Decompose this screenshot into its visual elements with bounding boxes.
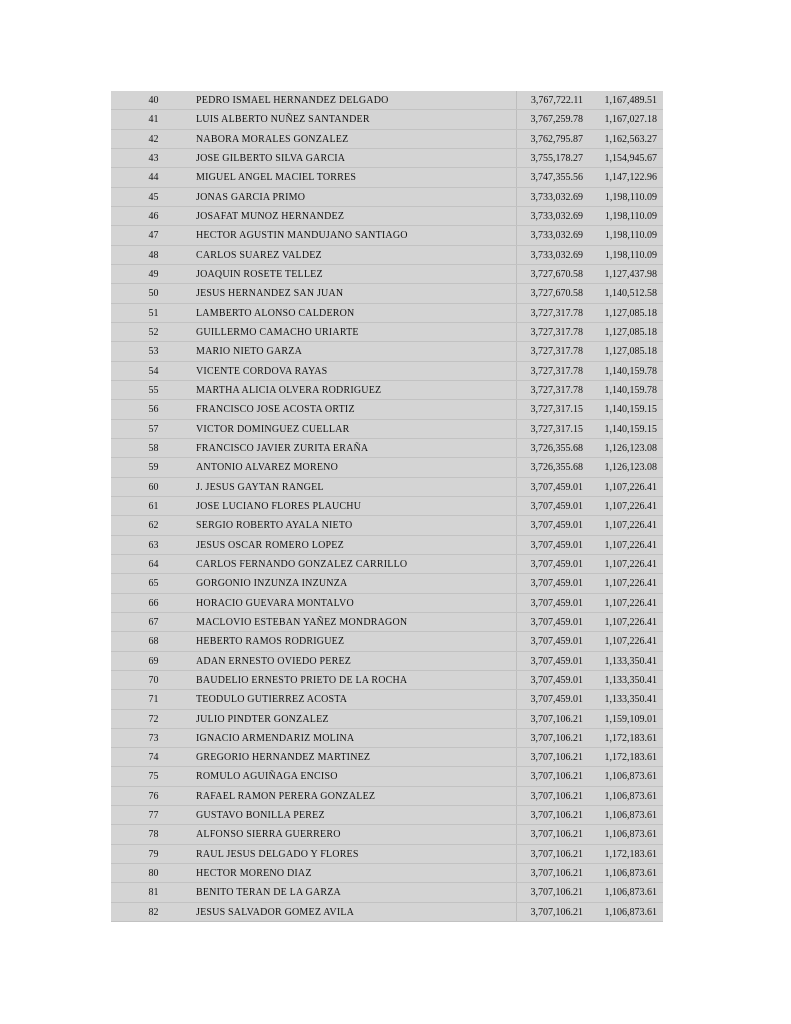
- row-number: 58: [148, 442, 159, 454]
- row-name: PEDRO ISMAEL HERNANDEZ DELGADO: [196, 95, 389, 106]
- row-amount-2: 1,106,873.61: [604, 887, 657, 899]
- table-row: [111, 883, 663, 902]
- row-number: 57: [148, 423, 159, 435]
- row-amount-2: 1,126,123.08: [604, 462, 657, 474]
- row-name: RAFAEL RAMON PERERA GONZALEZ: [196, 790, 376, 802]
- row-amount-2: 1,126,123.08: [604, 442, 657, 454]
- row-number: 67: [148, 616, 159, 628]
- row-name: HECTOR MORENO DIAZ: [196, 868, 312, 880]
- row-amount-2: 1,106,873.61: [604, 906, 657, 918]
- row-amount-2: 1,107,226.41: [604, 539, 657, 551]
- table-row: [111, 516, 663, 535]
- row-name: CARLOS SUAREZ VALDEZ: [196, 249, 322, 261]
- row-number: 50: [148, 288, 159, 300]
- row-amount-1: 3,747,355.56: [516, 168, 589, 186]
- table-row: [111, 207, 663, 226]
- row-name: GORGONIO INZUNZA INZUNZA: [196, 578, 348, 590]
- table-row: [111, 690, 663, 709]
- table-row: [111, 825, 663, 844]
- row-amount-1: 3,727,317.15: [516, 420, 589, 438]
- table-row: [111, 748, 663, 767]
- row-name: HORACIO GUEVARA MONTALVO: [196, 597, 354, 609]
- row-name: JOAQUIN ROSETE TELLEZ: [196, 268, 323, 280]
- row-name: CARLOS FERNANDO GONZALEZ CARRILLO: [196, 558, 408, 570]
- row-amount-2: 1,107,226.41: [604, 636, 657, 648]
- row-amount-2: 1,140,159.15: [604, 404, 657, 416]
- row-amount-2: 1,106,873.61: [604, 771, 657, 783]
- row-number: 42: [148, 133, 159, 145]
- row-amount-1: 3,707,106.21: [516, 883, 589, 901]
- row-name: FRANCISCO JAVIER ZURITA ERAÑA: [196, 442, 369, 454]
- row-amount-2: 1,107,226.41: [604, 597, 657, 609]
- data-table: [111, 91, 663, 922]
- row-amount-2: 1,106,873.61: [604, 790, 657, 802]
- row-number: 75: [148, 771, 159, 783]
- row-amount-1: 3,727,670.58: [516, 284, 589, 302]
- row-amount-2: 1,106,873.61: [604, 810, 657, 822]
- table-row: [111, 767, 663, 786]
- row-amount-1: 3,755,178.27: [516, 149, 589, 167]
- table-row: [111, 284, 663, 303]
- row-amount-1: 3,727,670.58: [516, 265, 589, 283]
- row-amount-2: 1,127,437.98: [604, 268, 657, 280]
- row-number: 52: [148, 326, 159, 338]
- table-row: [111, 787, 663, 806]
- table-row: [111, 613, 663, 632]
- table-row: [111, 400, 663, 419]
- row-amount-2: 1,140,159.78: [604, 365, 657, 377]
- row-amount-1: 3,707,106.21: [516, 903, 589, 921]
- row-number: 46: [148, 210, 159, 222]
- table-row: [111, 188, 663, 207]
- row-amount-2: 1,133,350.41: [604, 694, 657, 706]
- row-name: IGNACIO ARMENDARIZ MOLINA: [196, 732, 355, 744]
- row-name: HEBERTO RAMOS RODRIGUEZ: [196, 636, 345, 648]
- row-amount-2: 1,198,110.09: [604, 249, 657, 261]
- row-name: MIGUEL ANGEL MACIEL TORRES: [196, 172, 357, 184]
- row-amount-1: 3,762,795.87: [516, 130, 589, 148]
- table-row: [111, 149, 663, 168]
- row-name: ADAN ERNESTO OVIEDO PEREZ: [196, 655, 352, 667]
- table-row: [111, 323, 663, 342]
- row-amount-1: 3,707,106.21: [516, 729, 589, 747]
- table-row: [111, 555, 663, 574]
- row-name: BAUDELIO ERNESTO PRIETO DE LA ROCHA: [196, 674, 408, 686]
- row-name: GUILLERMO CAMACHO URIARTE: [196, 326, 359, 338]
- table-row: [111, 110, 663, 129]
- row-amount-1: 3,726,355.68: [516, 458, 589, 476]
- row-number: 45: [148, 191, 159, 203]
- row-number: 64: [148, 558, 159, 570]
- row-name: MARIO NIETO GARZA: [196, 346, 302, 358]
- row-amount-1: 3,707,106.21: [516, 767, 589, 785]
- row-name: JOSAFAT MUNOZ HERNANDEZ: [196, 210, 345, 222]
- row-amount-2: 1,106,873.61: [604, 868, 657, 880]
- row-amount-1: 3,707,459.01: [516, 574, 589, 592]
- row-name: ALFONSO SIERRA GUERRERO: [196, 829, 341, 841]
- row-name: HECTOR AGUSTIN MANDUJANO SANTIAGO: [196, 230, 408, 242]
- row-amount-1: 3,707,106.21: [516, 710, 589, 728]
- row-number: 79: [148, 848, 159, 860]
- row-name: NABORA MORALES GONZALEZ: [196, 133, 349, 145]
- row-number: 51: [148, 307, 159, 319]
- table-row: [111, 478, 663, 497]
- table-row: [111, 168, 663, 187]
- row-amount-2: 1,198,110.09: [604, 230, 657, 242]
- row-amount-1: 3,707,106.21: [516, 748, 589, 766]
- row-amount-2: 1,167,027.18: [604, 114, 657, 126]
- row-amount-2: 1,172,183.61: [604, 848, 657, 860]
- row-amount-1: 3,767,259.78: [516, 110, 589, 128]
- row-name: FRANCISCO JOSE ACOSTA ORTIZ: [196, 404, 355, 416]
- row-number: 62: [148, 520, 159, 532]
- row-amount-2: 1,172,183.61: [604, 752, 657, 764]
- table-row: [111, 265, 663, 284]
- row-name: JESUS SALVADOR GOMEZ AVILA: [196, 906, 355, 918]
- table-row: [111, 806, 663, 825]
- table-row: [111, 594, 663, 613]
- row-amount-1: 3,707,459.01: [516, 594, 589, 612]
- row-number: 65: [148, 578, 159, 590]
- row-amount-1: 3,727,317.78: [516, 323, 589, 341]
- table-row: [111, 652, 663, 671]
- row-number: 77: [148, 810, 159, 822]
- row-name: JESUS HERNANDEZ SAN JUAN: [196, 288, 344, 300]
- row-amount-2: 1,147,122.96: [604, 172, 657, 184]
- row-amount-1: 3,707,459.01: [516, 671, 589, 689]
- row-amount-2: 1,107,226.41: [604, 520, 657, 532]
- row-amount-2: 1,127,085.18: [604, 326, 657, 338]
- table-row: [111, 439, 663, 458]
- row-amount-1: 3,707,459.01: [516, 652, 589, 670]
- row-number: 82: [148, 906, 159, 918]
- row-number: 56: [148, 404, 159, 416]
- table-row: [111, 864, 663, 883]
- row-amount-2: 1,159,109.01: [604, 713, 657, 725]
- row-name: RAUL JESUS DELGADO Y FLORES: [196, 848, 359, 860]
- table-row: [111, 845, 663, 864]
- row-number: 40: [148, 95, 159, 106]
- table-row: [111, 497, 663, 516]
- row-amount-1: 3,727,317.78: [516, 342, 589, 360]
- row-number: 72: [148, 713, 159, 725]
- row-number: 53: [148, 346, 159, 358]
- row-name: JULIO PINDTER GONZALEZ: [196, 713, 329, 725]
- row-number: 78: [148, 829, 159, 841]
- table-row: [111, 632, 663, 651]
- row-amount-1: 3,707,459.01: [516, 613, 589, 631]
- row-number: 69: [148, 655, 159, 667]
- row-name: LUIS ALBERTO NUÑEZ SANTANDER: [196, 114, 370, 126]
- row-number: 81: [148, 887, 159, 899]
- row-name: LAMBERTO ALONSO CALDERON: [196, 307, 355, 319]
- row-amount-1: 3,727,317.15: [516, 400, 589, 418]
- row-number: 41: [148, 114, 159, 126]
- row-amount-1: 3,707,106.21: [516, 787, 589, 805]
- row-amount-2: 1,107,226.41: [604, 616, 657, 628]
- row-name: MARTHA ALICIA OLVERA RODRIGUEZ: [196, 384, 382, 396]
- row-amount-1: 3,727,317.78: [516, 304, 589, 322]
- row-name: JOSE LUCIANO FLORES PLAUCHU: [196, 500, 362, 512]
- table-row: [111, 536, 663, 555]
- table-row: [111, 304, 663, 323]
- row-amount-2: 1,198,110.09: [604, 210, 657, 222]
- row-name: VICENTE CORDOVA RAYAS: [196, 365, 328, 377]
- row-name: MACLOVIO ESTEBAN YAÑEZ MONDRAGON: [196, 616, 408, 628]
- row-amount-1: 3,726,355.68: [516, 439, 589, 457]
- row-amount-2: 1,140,159.78: [604, 384, 657, 396]
- row-amount-1: 3,727,317.78: [516, 362, 589, 380]
- row-amount-1: 3,707,459.01: [516, 555, 589, 573]
- row-amount-2: 1,172,183.61: [604, 732, 657, 744]
- row-amount-2: 1,133,350.41: [604, 655, 657, 667]
- row-amount-1: 3,707,459.01: [516, 690, 589, 708]
- row-amount-1: 3,767,722.11: [516, 91, 589, 109]
- row-name: JESUS OSCAR ROMERO LOPEZ: [196, 539, 344, 551]
- row-amount-2: 1,127,085.18: [604, 307, 657, 319]
- row-amount-1: 3,707,106.21: [516, 864, 589, 882]
- row-amount-2: 1,198,110.09: [604, 191, 657, 203]
- row-name: JONAS GARCIA PRIMO: [196, 191, 306, 203]
- table-row: [111, 710, 663, 729]
- table-row: [111, 729, 663, 748]
- row-number: 60: [148, 481, 159, 493]
- row-name: ANTONIO ALVAREZ MORENO: [196, 462, 339, 474]
- row-amount-1: 3,707,106.21: [516, 825, 589, 843]
- row-name: TEODULO GUTIERREZ ACOSTA: [196, 694, 348, 706]
- row-amount-2: 1,154,945.67: [604, 152, 657, 164]
- row-amount-1: 3,707,106.21: [516, 845, 589, 863]
- row-name: ROMULO AGUIÑAGA ENCISO: [196, 771, 338, 783]
- row-number: 61: [148, 500, 159, 512]
- table-row: [111, 574, 663, 593]
- row-amount-1: 3,707,106.21: [516, 806, 589, 824]
- row-amount-2: 1,140,159.15: [604, 423, 657, 435]
- row-number: 70: [148, 674, 159, 686]
- row-number: 54: [148, 365, 159, 377]
- row-number: 48: [148, 249, 159, 261]
- row-number: 49: [148, 268, 159, 280]
- row-amount-1: 3,733,032.69: [516, 188, 589, 206]
- table-row: [111, 420, 663, 439]
- row-amount-1: 3,727,317.78: [516, 381, 589, 399]
- row-amount-2: 1,107,226.41: [604, 558, 657, 570]
- row-name: JOSE GILBERTO SILVA GARCIA: [196, 152, 346, 164]
- row-name: GREGORIO HERNANDEZ MARTINEZ: [196, 752, 371, 764]
- row-amount-1: 3,707,459.01: [516, 536, 589, 554]
- table-row: [111, 342, 663, 361]
- row-amount-1: 3,733,032.69: [516, 246, 589, 264]
- row-name: BENITO TERAN DE LA GARZA: [196, 887, 341, 899]
- row-number: 63: [148, 539, 159, 551]
- row-number: 74: [148, 752, 159, 764]
- table-row: [111, 671, 663, 690]
- row-number: 47: [148, 230, 159, 242]
- row-number: 66: [148, 597, 159, 609]
- table-row: [111, 381, 663, 400]
- row-number: 80: [148, 868, 159, 880]
- row-name: VICTOR DOMINGUEZ CUELLAR: [196, 423, 350, 435]
- row-number: 43: [148, 152, 159, 164]
- row-number: 71: [148, 694, 159, 706]
- table-row: [111, 903, 663, 922]
- table-row: [111, 226, 663, 245]
- row-amount-2: 1,106,873.61: [604, 829, 657, 841]
- table-row: [111, 362, 663, 381]
- row-number: 59: [148, 462, 159, 474]
- row-amount-2: 1,162,563.27: [604, 133, 657, 145]
- table-row: [111, 246, 663, 265]
- row-amount-2: 1,107,226.41: [604, 578, 657, 590]
- row-amount-2: 1,167,489.51: [604, 95, 657, 106]
- row-number: 68: [148, 636, 159, 648]
- row-amount-2: 1,127,085.18: [604, 346, 657, 358]
- row-amount-1: 3,707,459.01: [516, 478, 589, 496]
- row-name: J. JESUS GAYTAN RANGEL: [196, 481, 324, 493]
- table-row: [111, 130, 663, 149]
- row-number: 76: [148, 790, 159, 802]
- row-amount-2: 1,107,226.41: [604, 481, 657, 493]
- row-amount-2: 1,107,226.41: [604, 500, 657, 512]
- row-name: GUSTAVO BONILLA PEREZ: [196, 810, 325, 822]
- row-amount-1: 3,707,459.01: [516, 516, 589, 534]
- row-amount-1: 3,707,459.01: [516, 497, 589, 515]
- row-number: 44: [148, 172, 159, 184]
- row-amount-1: 3,733,032.69: [516, 207, 589, 225]
- row-amount-2: 1,133,350.41: [604, 674, 657, 686]
- table-row: [111, 91, 663, 110]
- row-name: SERGIO ROBERTO AYALA NIETO: [196, 520, 353, 532]
- table-row: [111, 458, 663, 477]
- row-number: 73: [148, 732, 159, 744]
- row-amount-1: 3,707,459.01: [516, 632, 589, 650]
- row-amount-1: 3,733,032.69: [516, 226, 589, 244]
- row-amount-2: 1,140,512.58: [604, 288, 657, 300]
- row-number: 55: [148, 384, 159, 396]
